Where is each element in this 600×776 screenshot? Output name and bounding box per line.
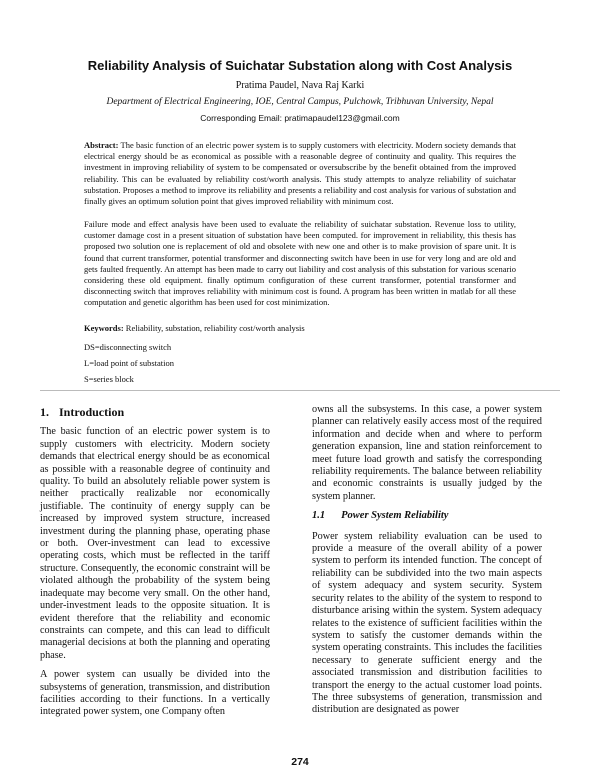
abstract-label: Abstract:	[84, 140, 119, 150]
right-paragraph-1: owns all the subsystems. In this case, a power system planner can relatively easily access most of the required information and decide when and where to perform generation expansion, line and station reinforcement to meet future load growth and satisfy the corresponding reliability requirements. The balance between reliability and economic constraints is usually judged by the system planner.	[312, 404, 542, 502]
right-column	[312, 404, 542, 724]
keywords-text: Reliability, substation, reliability cost/worth analysis	[125, 323, 305, 333]
page-number: 274	[291, 756, 309, 768]
intro-paragraph-2: A power system can usually be divided into the subsystems of generation, transmission, and distribution facilities according to their functions. In a vertically integrated power system, one Company often	[40, 669, 270, 718]
abbreviation-ds: DS=disconnecting switch	[84, 342, 172, 352]
corresponding-email: Corresponding Email: pratimapaudel123@gmail.com	[200, 113, 400, 123]
right-paragraph-2: Power system reliability evaluation can be used to provide a measure of the overall ability of a power system to perform its intended function. The concept of reliability can be subdivided into the two main aspects of system adequacy and system security. System security relates to the ability of the system to respond to disturbance arising within the system. System adequacy relates to the existence of sufficient facilities within the system to satisfy the customer demands within the system operating constraints. This includes the facilities necessary to generate sufficient energy and the associated transmission and distribution facilities to transport the energy to the actual customer load points. The three subsystems of generation, transmission and distribution are designated as power	[312, 530, 542, 716]
authors: Pratima Paudel, Nava Raj Karki	[235, 80, 365, 91]
section-title: Introduction	[59, 405, 125, 419]
abbreviation-s: S=series block	[84, 374, 134, 384]
abbreviation-l: L=load point of substation	[84, 358, 175, 368]
abstract-text-1: The basic function of an electric power system is to supply customers with electricity. Modern society demands that electrical energy should be as economical as possible with a reasonable degree of continuity and quality. This requires the investment in improving reliability of system to be compensated or oversubscribe by the benefit obtained from the improved reliability. This can be evaluated by reliability cost/worth analysis. This study attempts to analyze reliability of suichatar substation. Proposes a method to improve its reliability and presents a reliability and cost analysis for various of substation and finally gives an optimum solution point that gives improved reliability with minimum cost.	[84, 140, 517, 207]
abstract-paragraph-1	[84, 140, 516, 207]
keywords-label: Keywords:	[84, 323, 124, 333]
affiliation: Department of Electrical Engineering, IOE, Central Campus, Pulchowk, Tribhuvan University, Nepal	[106, 97, 494, 107]
paper-title: Reliability Analysis of Suichatar Substation along with Cost Analysis	[87, 58, 513, 73]
subsection-number: 1.1	[312, 510, 326, 522]
intro-paragraph-1: The basic function of an electric power system is to supply customers with electricity. Modern society demands that electrical energy should be as economical as possible with a reasonable degree of continuity and quality. To build an absolutely reliable power system is neither practically realizable nor economically justifiable. The continuity of energy supply can be increased by improved system structure, increased investment during the planning phase, operating phase or both. Over-investment can lead to excessive operating costs, which must be reflected in the tariff structure. Consequently, the economic constraint will be violated although the probability of the system being inadequate may become very small. On the other hand, under-investment leads to the opposite situation. It is evident therefore that the reliability and economic constraints can compete, and this can lead to difficult managerial decisions at both the planning and operating phase.	[40, 426, 270, 661]
section-divider	[40, 390, 560, 391]
section-heading-introduction	[40, 406, 270, 418]
subsection-heading	[312, 510, 542, 522]
left-column	[40, 400, 270, 726]
keywords	[84, 323, 305, 333]
abstract-paragraph-2: Failure mode and effect analysis have been used to evaluate the reliability of suichatar substation. Revenue loss to utility, customer damage cost in a present situation of substation have been computed. for improvement in reliability, this thesis has proposed two solution one is replacement of old and obsolete with new one and other is to make provision of spare unit. It is found that current transformer, potential transformer and disconnecting switch have been in use for very long and are old and gets faulted frequently. An attempt has been made to carry out liability and cost analysis of this substation for various scenario considering these old equipment. finally optimum configuration of these current transformer, potential transformer and disconnecting switch that improves reliability with minimum cost is found. A program has been written in matlab for all these computation and genetic algorithm has been used for cost minimization.	[84, 219, 516, 308]
section-number: 1.	[40, 405, 49, 419]
subsection-title: Power System Reliability	[341, 510, 449, 522]
